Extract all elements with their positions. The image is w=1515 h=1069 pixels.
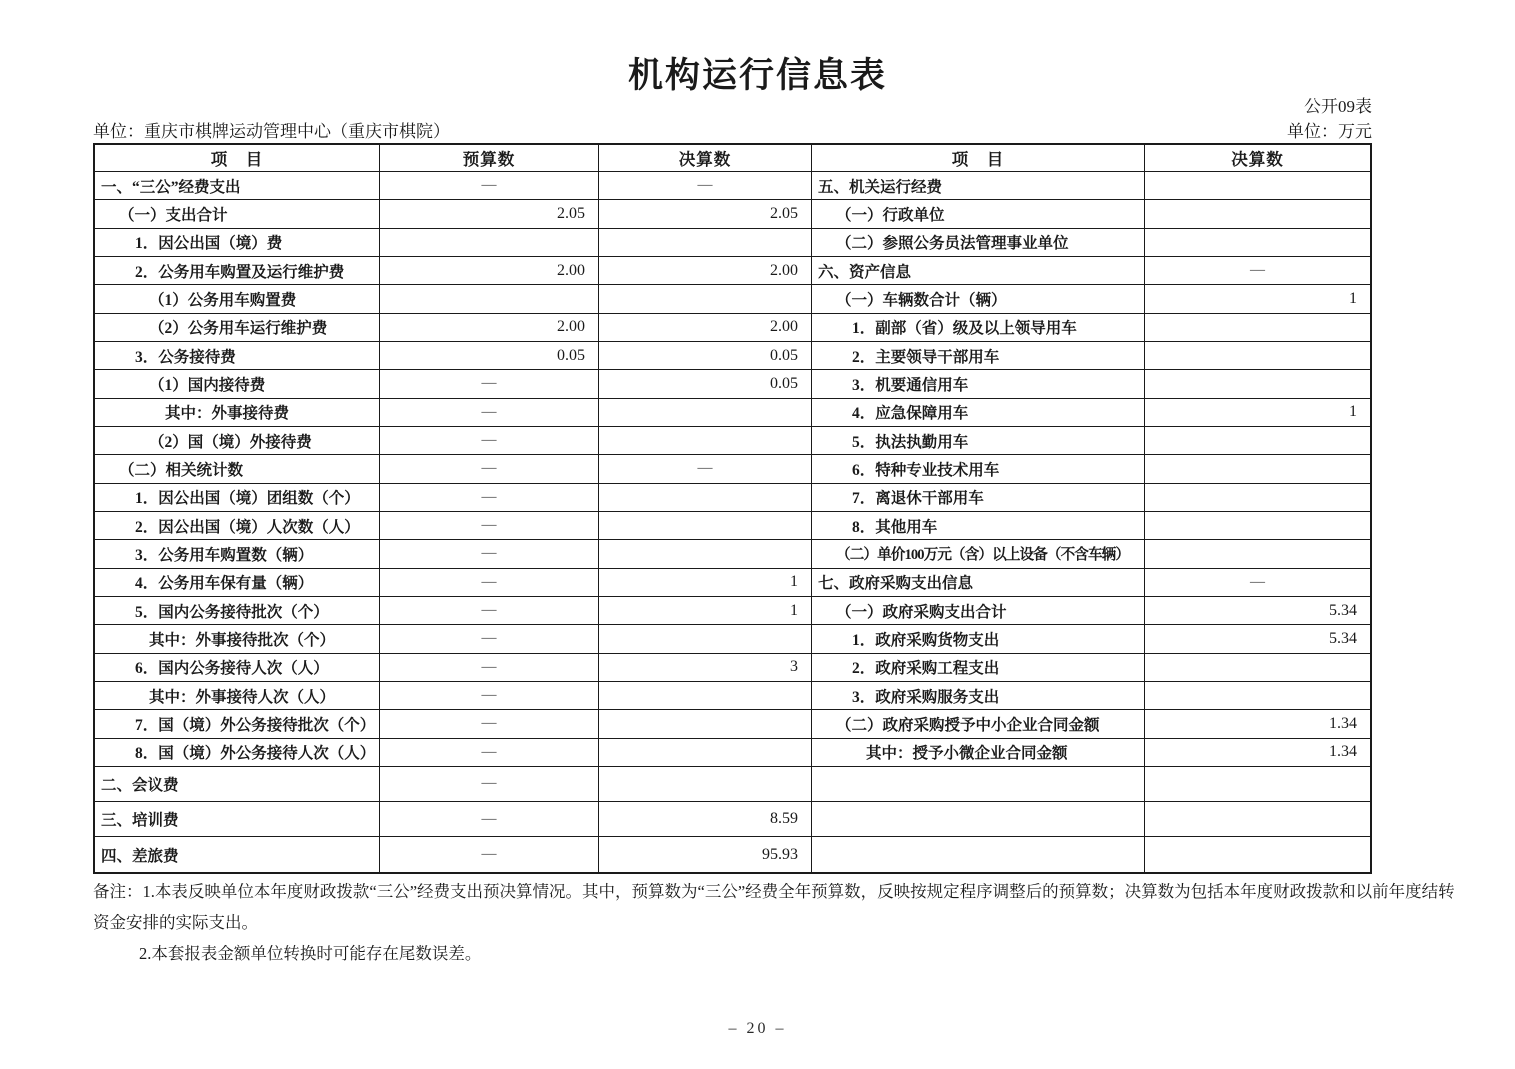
budget-value-cell: — xyxy=(380,455,599,483)
budget-value-cell: 2.00 xyxy=(380,314,599,342)
budget-value-cell: 0.05 xyxy=(380,342,599,370)
right-final-value-cell xyxy=(1145,512,1370,540)
item-cell: （一）支出合计 xyxy=(95,200,380,228)
right-final-value-cell xyxy=(1145,540,1370,568)
final-value-cell xyxy=(599,767,812,802)
item-cell: 5．国内公务接待批次（个） xyxy=(95,597,380,625)
budget-value-cell: — xyxy=(380,484,599,512)
item-cell: 其中：外事接待费 xyxy=(95,399,380,427)
final-value-cell: 2.00 xyxy=(599,257,812,285)
budget-value-cell: — xyxy=(380,399,599,427)
right-item-cell: （二）参照公务员法管理事业单位 xyxy=(812,229,1145,257)
item-cell: 6．国内公务接待人次（人） xyxy=(95,654,380,682)
budget-value-cell: — xyxy=(380,172,599,200)
budget-value-cell xyxy=(380,285,599,313)
final-value-cell: — xyxy=(599,172,812,200)
final-value-cell: 0.05 xyxy=(599,342,812,370)
note-line-1: 备注：1.本表反映单位本年度财政拨款“三公”经费支出预决算情况。其中，预算数为“三公”经费全年预算数，反映按规定程序调整后的预算数；决算数为包括本年度财政拨款和以前年度结转 xyxy=(93,882,1455,901)
final-value-cell xyxy=(599,484,812,512)
budget-value-cell: — xyxy=(380,837,599,872)
right-item-cell: 六、资产信息 xyxy=(812,257,1145,285)
final-value-cell xyxy=(599,739,812,767)
right-final-value-cell: 5.34 xyxy=(1145,625,1370,653)
right-final-value-cell xyxy=(1145,172,1370,200)
right-item-cell: 七、政府采购支出信息 xyxy=(812,569,1145,597)
final-value-cell: 2.05 xyxy=(599,200,812,228)
item-cell: （2）国（境）外接待费 xyxy=(95,427,380,455)
right-item-cell: （二）政府采购授予中小企业合同金额 xyxy=(812,710,1145,738)
final-value-cell: 1 xyxy=(599,569,812,597)
right-final-value-cell: 1 xyxy=(1145,285,1370,313)
col-header-final-right: 决算数 xyxy=(1145,145,1370,172)
right-final-value-cell xyxy=(1145,767,1370,802)
right-final-value-cell xyxy=(1145,682,1370,710)
final-value-cell xyxy=(599,229,812,257)
right-final-value-cell xyxy=(1145,802,1370,837)
item-cell: 2．公务用车购置及运行维护费 xyxy=(95,257,380,285)
right-item-cell: （一）车辆数合计（辆） xyxy=(812,285,1145,313)
note-line-2: 资金安排的实际支出。 xyxy=(93,913,258,932)
final-value-cell: 1 xyxy=(599,597,812,625)
item-cell: 其中：外事接待人次（人） xyxy=(95,682,380,710)
right-final-value-cell xyxy=(1145,229,1370,257)
item-cell: 3．公务用车购置数（辆） xyxy=(95,540,380,568)
item-cell: 2．因公出国（境）人次数（人） xyxy=(95,512,380,540)
info-table xyxy=(93,143,1372,874)
right-item-cell: 6．特种专业技术用车 xyxy=(812,455,1145,483)
right-item-cell: 1．政府采购货物支出 xyxy=(812,625,1145,653)
right-item-cell: 3．政府采购服务支出 xyxy=(812,682,1145,710)
final-value-cell xyxy=(599,682,812,710)
item-cell: 三、培训费 xyxy=(95,802,380,837)
right-final-value-cell xyxy=(1145,342,1370,370)
budget-value-cell: — xyxy=(380,767,599,802)
item-cell: （二）相关统计数 xyxy=(95,455,380,483)
item-cell: （1）公务用车购置费 xyxy=(95,285,380,313)
right-item-cell xyxy=(812,837,1145,872)
note-line-3: 2.本套报表金额单位转换时可能存在尾数误差。 xyxy=(139,944,482,963)
final-value-cell xyxy=(599,540,812,568)
budget-value-cell: 2.05 xyxy=(380,200,599,228)
right-item-cell: 4．应急保障用车 xyxy=(812,399,1145,427)
right-final-value-cell xyxy=(1145,200,1370,228)
item-cell: 其中：外事接待批次（个） xyxy=(95,625,380,653)
unit-name-label: 单位：重庆市棋牌运动管理中心（重庆市棋院） xyxy=(93,122,450,141)
item-cell: 3．公务接待费 xyxy=(95,342,380,370)
right-item-cell: 1．副部（省）级及以上领导用车 xyxy=(812,314,1145,342)
budget-value-cell: 2.00 xyxy=(380,257,599,285)
item-cell: 8．国（境）外公务接待人次（人） xyxy=(95,739,380,767)
right-final-value-cell xyxy=(1145,427,1370,455)
final-value-cell xyxy=(599,285,812,313)
right-final-value-cell xyxy=(1145,370,1370,398)
col-header-budget: 预算数 xyxy=(380,145,599,172)
right-final-value-cell: — xyxy=(1145,569,1370,597)
right-final-value-cell xyxy=(1145,484,1370,512)
table-code-label: 公开09表 xyxy=(1304,97,1372,116)
right-item-cell: 3．机要通信用车 xyxy=(812,370,1145,398)
page-title: 机构运行信息表 xyxy=(627,56,887,95)
budget-value-cell: — xyxy=(380,802,599,837)
right-item-cell xyxy=(812,767,1145,802)
right-item-cell: 5．执法执勤用车 xyxy=(812,427,1145,455)
budget-value-cell: — xyxy=(380,710,599,738)
item-cell: 二、会议费 xyxy=(95,767,380,802)
right-item-cell: 7．离退休干部用车 xyxy=(812,484,1145,512)
right-item-cell: 2．主要领导干部用车 xyxy=(812,342,1145,370)
right-item-cell xyxy=(812,802,1145,837)
budget-value-cell: — xyxy=(380,739,599,767)
right-final-value-cell xyxy=(1145,314,1370,342)
final-value-cell: 2.00 xyxy=(599,314,812,342)
final-value-cell: 0.05 xyxy=(599,370,812,398)
item-cell: 四、差旅费 xyxy=(95,837,380,872)
item-cell: 1．因公出国（境）团组数（个） xyxy=(95,484,380,512)
item-cell: （2）公务用车运行维护费 xyxy=(95,314,380,342)
final-value-cell xyxy=(599,625,812,653)
final-value-cell xyxy=(599,710,812,738)
right-item-cell: 2．政府采购工程支出 xyxy=(812,654,1145,682)
budget-value-cell: — xyxy=(380,682,599,710)
budget-value-cell: — xyxy=(380,625,599,653)
final-value-cell xyxy=(599,512,812,540)
item-cell: 一、“三公”经费支出 xyxy=(95,172,380,200)
col-header-item-left: 项 目 xyxy=(95,145,380,172)
right-final-value-cell xyxy=(1145,654,1370,682)
right-final-value-cell: 1 xyxy=(1145,399,1370,427)
right-item-cell: （二）单价100万元（含）以上设备（不含车辆） xyxy=(812,540,1145,568)
page-number: – 20 – xyxy=(728,1020,787,1037)
notes-block xyxy=(93,876,1455,969)
item-cell: 7．国（境）外公务接待批次（个） xyxy=(95,710,380,738)
budget-value-cell xyxy=(380,229,599,257)
unit-line xyxy=(93,117,1372,142)
final-value-cell: 3 xyxy=(599,654,812,682)
budget-value-cell: — xyxy=(380,654,599,682)
unit-currency-label: 单位：万元 xyxy=(1287,122,1372,141)
budget-value-cell: — xyxy=(380,597,599,625)
right-final-value-cell xyxy=(1145,837,1370,872)
final-value-cell: 8.59 xyxy=(599,802,812,837)
budget-value-cell: — xyxy=(380,427,599,455)
right-final-value-cell: — xyxy=(1145,257,1370,285)
budget-value-cell: — xyxy=(380,540,599,568)
right-item-cell: 其中：授予小微企业合同金额 xyxy=(812,739,1145,767)
right-final-value-cell: 1.34 xyxy=(1145,710,1370,738)
budget-value-cell: — xyxy=(380,569,599,597)
right-final-value-cell: 5.34 xyxy=(1145,597,1370,625)
right-final-value-cell xyxy=(1145,455,1370,483)
col-header-item-right: 项 目 xyxy=(812,145,1145,172)
budget-value-cell: — xyxy=(380,370,599,398)
budget-value-cell: — xyxy=(380,512,599,540)
item-cell: 4．公务用车保有量（辆） xyxy=(95,569,380,597)
right-item-cell: 五、机关运行经费 xyxy=(812,172,1145,200)
right-item-cell: （一）行政单位 xyxy=(812,200,1145,228)
final-value-cell: 95.93 xyxy=(599,837,812,872)
final-value-cell xyxy=(599,427,812,455)
item-cell: 1．因公出国（境）费 xyxy=(95,229,380,257)
right-item-cell: 8．其他用车 xyxy=(812,512,1145,540)
final-value-cell: — xyxy=(599,455,812,483)
right-final-value-cell: 1.34 xyxy=(1145,739,1370,767)
col-header-final-left: 决算数 xyxy=(599,145,812,172)
item-cell: （1）国内接待费 xyxy=(95,370,380,398)
right-item-cell: （一）政府采购支出合计 xyxy=(812,597,1145,625)
final-value-cell xyxy=(599,399,812,427)
